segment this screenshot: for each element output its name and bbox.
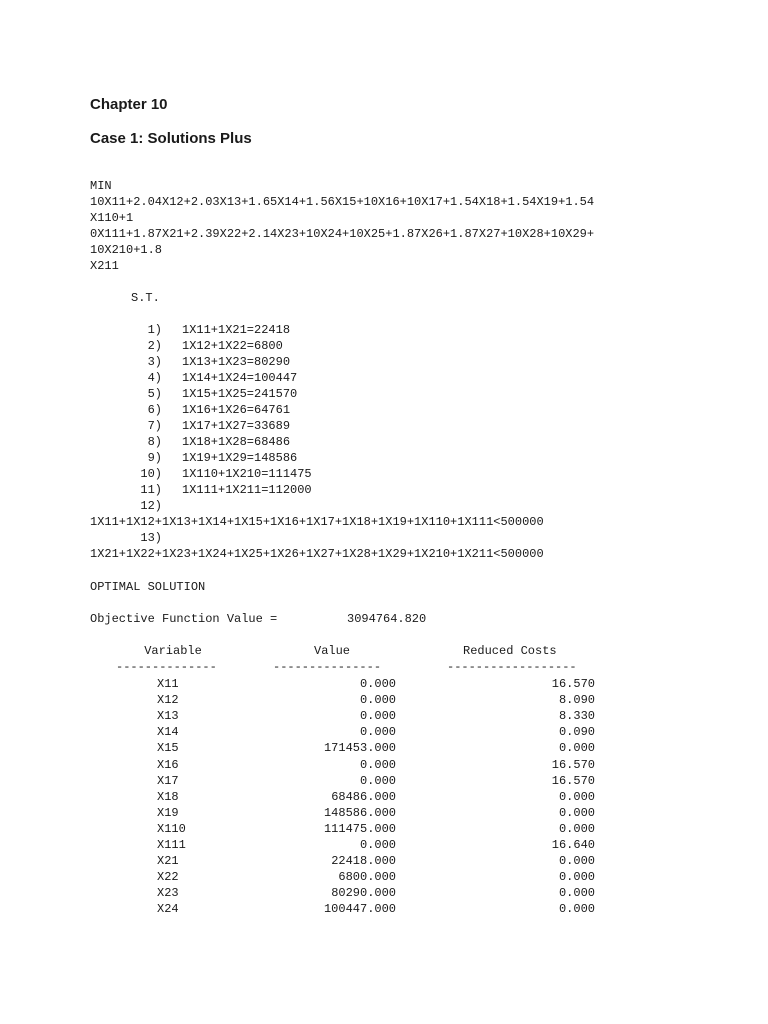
column-header-reduced-costs: Reduced Costs: [463, 644, 557, 658]
table-cell-variable: X24: [157, 902, 179, 917]
table-cell-variable: X111: [157, 838, 186, 852]
chapter-title: Chapter 10: [90, 96, 168, 113]
objective-line: 10X11+2.04X12+2.03X13+1.65X14+1.56X15+10X16+10X17+1.54X18+1.54X19+1.54: [90, 195, 595, 209]
table-cell-reduced-cost: 16.640: [551, 838, 595, 852]
constraint-number: 3): [147, 355, 162, 369]
constraint-number: 4): [147, 371, 162, 385]
table-cell-reduced-cost: 0.000: [558, 805, 595, 820]
constraint-number: 13): [140, 531, 162, 545]
constraint-expression: 1X17+1X27=33689: [182, 419, 291, 433]
table-cell-variable: X17: [157, 773, 179, 788]
objective-line: 10X210+1.8: [90, 243, 163, 257]
objective-line: X110+1: [90, 211, 134, 225]
table-cell-variable: X110: [157, 821, 186, 836]
table-cell-reduced-cost: 16.570: [551, 757, 595, 772]
optimal-solution-heading: OPTIMAL SOLUTION: [90, 580, 206, 594]
table-cell-value: 0.000: [359, 757, 396, 772]
constraint-expression: 1X111+1X211=112000: [182, 483, 312, 497]
column-header-variable: Variable: [144, 644, 202, 658]
constraint-expression: 1X13+1X23=80290: [182, 355, 291, 369]
constraint-number: 11): [140, 483, 162, 497]
constraint-number: 5): [147, 387, 162, 401]
objective-line: X211: [90, 259, 119, 273]
table-cell-reduced-cost: 0.000: [558, 741, 595, 756]
table-cell-variable: X23: [157, 886, 179, 901]
constraint-number: 1): [147, 323, 162, 337]
constraint-expression: 1X15+1X25=241570: [182, 387, 298, 401]
constraint-number: 10): [140, 467, 162, 481]
table-cell-variable: X18: [157, 789, 179, 804]
table-cell-reduced-cost: 0.000: [558, 870, 595, 885]
constraint-expression: 1X18+1X28=68486: [182, 435, 291, 449]
table-cell-value: 0.000: [359, 838, 396, 852]
constraint-expression: 1X110+1X210=111475: [182, 467, 312, 481]
table-cell-value: 80290.000: [331, 886, 396, 901]
column-rule: ------------------: [447, 660, 577, 674]
table-cell-reduced-cost: 0.000: [558, 821, 595, 836]
constraint-expression: 1X19+1X29=148586: [182, 451, 298, 465]
objective-value-label: Objective Function Value =: [90, 612, 278, 626]
column-rule: --------------: [116, 660, 217, 674]
constraint-expression: 1X12+1X22=6800: [182, 339, 283, 353]
table-cell-value: 0.000: [359, 693, 396, 708]
column-rule: ---------------: [273, 660, 382, 674]
constraint-number: 2): [147, 339, 162, 353]
constraint-number: 9): [147, 451, 162, 465]
table-cell-reduced-cost: 16.570: [551, 773, 595, 788]
table-cell-variable: X13: [157, 709, 179, 724]
case-title: Case 1: Solutions Plus: [90, 130, 252, 147]
table-cell-value: 0.000: [359, 709, 396, 724]
table-cell-variable: X11: [157, 677, 179, 691]
table-cell-value: 0.000: [359, 773, 396, 788]
table-cell-value: 171453.000: [323, 741, 396, 756]
constraint-number: 12): [140, 499, 162, 513]
objective-line: 0X111+1.87X21+2.39X22+2.14X23+10X24+10X25+1.87X26+1.87X27+10X28+10X29+: [90, 227, 595, 241]
table-cell-value: 0.000: [359, 725, 396, 740]
objective-value: 3094764.820: [347, 612, 427, 626]
table-cell-value: 111475.000: [323, 821, 396, 836]
column-header-value: Value: [314, 644, 351, 658]
constraint-expression: 1X11+1X12+1X13+1X14+1X15+1X16+1X17+1X18+1X19+1X110+1X111<500000: [90, 515, 544, 529]
table-cell-variable: X15: [157, 741, 179, 756]
constraint-expression: 1X16+1X26=64761: [182, 403, 291, 417]
table-cell-variable: X14: [157, 725, 179, 740]
table-cell-value: 68486.000: [331, 789, 396, 804]
table-cell-variable: X22: [157, 870, 179, 885]
table-cell-reduced-cost: 0.090: [558, 725, 595, 740]
table-cell-reduced-cost: 0.000: [558, 854, 595, 869]
constraint-number: 8): [147, 435, 162, 449]
table-cell-value: 22418.000: [331, 854, 396, 869]
table-cell-variable: X12: [157, 693, 179, 708]
subject-to-label: S.T.: [131, 291, 160, 305]
table-cell-reduced-cost: 0.000: [558, 886, 595, 901]
table-cell-variable: X19: [157, 805, 179, 820]
table-cell-reduced-cost: 0.000: [558, 902, 595, 917]
constraint-number: 6): [147, 403, 162, 417]
constraint-expression: 1X14+1X24=100447: [182, 371, 298, 385]
table-cell-reduced-cost: 0.000: [558, 789, 595, 804]
constraint-expression: 1X11+1X21=22418: [182, 323, 291, 337]
table-cell-reduced-cost: 8.330: [558, 709, 595, 724]
table-cell-reduced-cost: 16.570: [551, 677, 595, 691]
table-cell-value: 0.000: [359, 677, 396, 691]
table-cell-reduced-cost: 8.090: [558, 693, 595, 708]
objective-keyword: MIN: [90, 179, 112, 193]
constraint-number: 7): [147, 419, 162, 433]
table-cell-variable: X16: [157, 757, 179, 772]
table-cell-value: 100447.000: [323, 902, 396, 917]
constraint-expression: 1X21+1X22+1X23+1X24+1X25+1X26+1X27+1X28+1X29+1X210+1X211<500000: [90, 547, 544, 561]
table-cell-value: 6800.000: [338, 870, 396, 885]
table-cell-variable: X21: [157, 854, 179, 869]
table-cell-value: 148586.000: [323, 805, 396, 820]
